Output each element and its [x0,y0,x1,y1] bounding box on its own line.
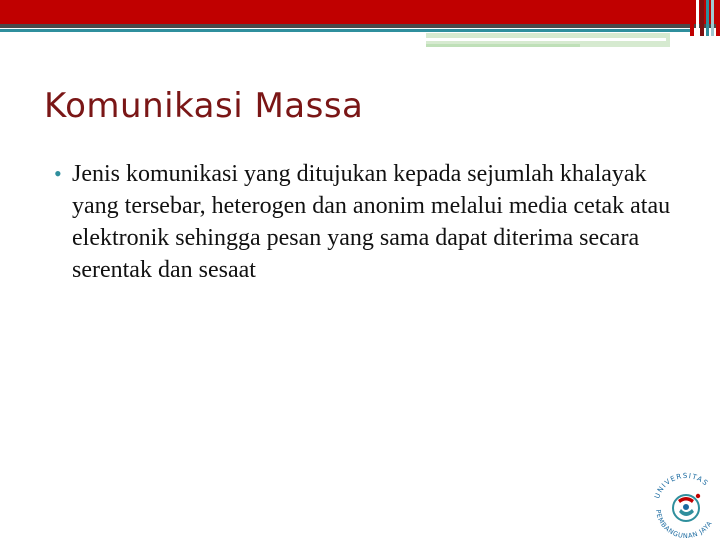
header-stripes [690,0,720,36]
slide-title: Komunikasi Massa [44,86,364,126]
header-green-line [426,44,580,47]
bullet-item [52,158,682,286]
bullet-text: Jenis komunikasi yang ditujukan kepada sejumlah khalayak yang tersebar, heterogen dan anonim melalui media cetak atau elektronik sehingga pesan yang sama dapat diterima secara serentak dan sesaat [72,161,671,283]
university-seal-icon [648,462,720,540]
header-dark-line [0,24,720,28]
bullet-list [52,158,682,286]
header-white-line [426,38,666,41]
header-teal-line [0,29,690,32]
logo-text-bottom: PEMBANGUNAN JAYA [653,509,714,540]
bullet-dot-icon: • [54,161,62,186]
header-red-bar [0,0,720,24]
logo-text-top: UNIVERSITAS [653,471,711,500]
